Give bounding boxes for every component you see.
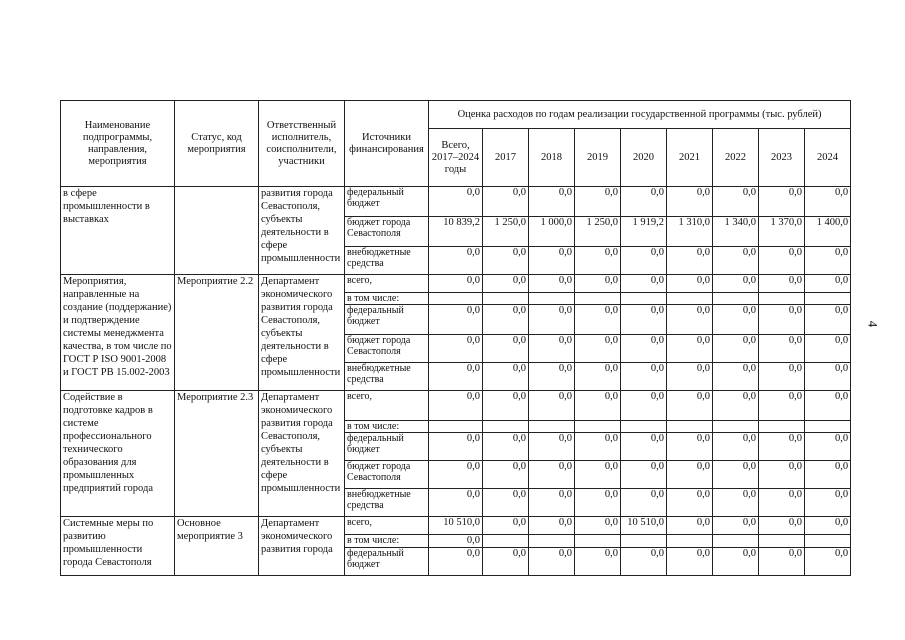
document-sheet bbox=[60, 100, 851, 576]
funding-source: в том числе: bbox=[345, 421, 429, 433]
funding-source: бюджет города Севастополя bbox=[345, 461, 429, 489]
amount-year: 0,0 bbox=[713, 548, 759, 576]
amount-year bbox=[621, 421, 667, 433]
amount-year: 0,0 bbox=[529, 187, 575, 217]
amount-year: 0,0 bbox=[483, 187, 529, 217]
amount-year: 0,0 bbox=[713, 247, 759, 275]
amount-year: 0,0 bbox=[575, 305, 621, 335]
amount-year: 0,0 bbox=[667, 247, 713, 275]
amount-year bbox=[759, 293, 805, 305]
amount-year: 0,0 bbox=[667, 275, 713, 293]
amount-year: 0,0 bbox=[529, 275, 575, 293]
amount-year: 0,0 bbox=[621, 305, 667, 335]
header-year: 2022 bbox=[713, 129, 759, 187]
amount-year: 0,0 bbox=[667, 187, 713, 217]
amount-year: 0,0 bbox=[483, 461, 529, 489]
group-name: в сфере промышленности в выставках bbox=[61, 187, 175, 275]
amount-year bbox=[575, 421, 621, 433]
amount-year: 0,0 bbox=[805, 275, 851, 293]
amount-year: 0,0 bbox=[529, 433, 575, 461]
amount-year: 0,0 bbox=[713, 363, 759, 391]
amount-total: 0,0 bbox=[429, 187, 483, 217]
header-year: 2020 bbox=[621, 129, 667, 187]
amount-year bbox=[529, 535, 575, 548]
funding-source: всего, bbox=[345, 517, 429, 535]
amount-total: 0,0 bbox=[429, 548, 483, 576]
amount-year: 0,0 bbox=[667, 489, 713, 517]
amount-year: 1 310,0 bbox=[667, 217, 713, 247]
amount-year: 0,0 bbox=[713, 187, 759, 217]
amount-year: 0,0 bbox=[667, 335, 713, 363]
amount-year: 0,0 bbox=[529, 461, 575, 489]
funding-source: внебюджетные средства bbox=[345, 489, 429, 517]
amount-year: 0,0 bbox=[621, 363, 667, 391]
funding-source: внебюджетные средства bbox=[345, 247, 429, 275]
group-executor: Департамент экономического развития города Севастополя, субъекты деятельности в сфере промышленности bbox=[259, 391, 345, 517]
amount-total: 0,0 bbox=[429, 391, 483, 421]
amount-year bbox=[759, 535, 805, 548]
amount-total: 0,0 bbox=[429, 363, 483, 391]
header-executor: Ответственный исполнитель, соисполнители, участники bbox=[259, 101, 345, 187]
table-row bbox=[61, 517, 851, 535]
amount-year: 0,0 bbox=[667, 517, 713, 535]
amount-year: 0,0 bbox=[713, 433, 759, 461]
amount-total: 0,0 bbox=[429, 275, 483, 293]
funding-source: внебюджетные средства bbox=[345, 363, 429, 391]
amount-year: 1 370,0 bbox=[759, 217, 805, 247]
amount-year: 0,0 bbox=[759, 275, 805, 293]
header-sources: Источники финансирования bbox=[345, 101, 429, 187]
amount-year: 0,0 bbox=[575, 548, 621, 576]
amount-year: 0,0 bbox=[483, 335, 529, 363]
group-status bbox=[175, 187, 259, 275]
amount-year: 0,0 bbox=[805, 305, 851, 335]
group-status: Мероприятие 2.2 bbox=[175, 275, 259, 391]
amount-total: 0,0 bbox=[429, 305, 483, 335]
amount-year: 0,0 bbox=[667, 305, 713, 335]
amount-total: 0,0 bbox=[429, 535, 483, 548]
amount-year bbox=[483, 421, 529, 433]
amount-year: 0,0 bbox=[575, 433, 621, 461]
amount-year: 0,0 bbox=[621, 275, 667, 293]
amount-year: 0,0 bbox=[483, 275, 529, 293]
amount-year: 0,0 bbox=[805, 187, 851, 217]
amount-total bbox=[429, 293, 483, 305]
amount-year: 0,0 bbox=[483, 433, 529, 461]
amount-year: 1 340,0 bbox=[713, 217, 759, 247]
amount-year bbox=[529, 421, 575, 433]
amount-year: 0,0 bbox=[805, 363, 851, 391]
amount-year bbox=[575, 535, 621, 548]
header-name: Наименование подпрограммы, направления, мероприятия bbox=[61, 101, 175, 187]
table-row bbox=[61, 275, 851, 293]
amount-year: 0,0 bbox=[483, 363, 529, 391]
group-name: Мероприятия, направленные на создание (поддержание) и подтверждение системы менеджмента качества, в том числе по ГОСТ Р ISO 9001-2008 и ГОСТ РВ 15.002-2003 bbox=[61, 275, 175, 391]
amount-year: 0,0 bbox=[667, 433, 713, 461]
amount-year bbox=[667, 535, 713, 548]
amount-year: 1 250,0 bbox=[575, 217, 621, 247]
funding-source: федеральный бюджет bbox=[345, 548, 429, 576]
amount-year: 10 510,0 bbox=[621, 517, 667, 535]
amount-year: 0,0 bbox=[575, 489, 621, 517]
header-year: 2021 bbox=[667, 129, 713, 187]
amount-year: 0,0 bbox=[575, 461, 621, 489]
group-name: Системные меры по развитию промышленности города Севастополя bbox=[61, 517, 175, 576]
amount-year: 0,0 bbox=[805, 548, 851, 576]
amount-total: 0,0 bbox=[429, 489, 483, 517]
group-status: Мероприятие 2.3 bbox=[175, 391, 259, 517]
funding-source: всего, bbox=[345, 391, 429, 421]
amount-year: 0,0 bbox=[759, 391, 805, 421]
amount-year: 0,0 bbox=[621, 391, 667, 421]
header-year: 2023 bbox=[759, 129, 805, 187]
amount-year bbox=[713, 293, 759, 305]
amount-year: 0,0 bbox=[529, 489, 575, 517]
amount-year bbox=[529, 293, 575, 305]
amount-year: 0,0 bbox=[759, 247, 805, 275]
amount-year: 0,0 bbox=[759, 489, 805, 517]
amount-year: 0,0 bbox=[575, 363, 621, 391]
funding-source: в том числе: bbox=[345, 535, 429, 548]
amount-year bbox=[667, 421, 713, 433]
amount-year: 0,0 bbox=[483, 548, 529, 576]
amount-year: 0,0 bbox=[621, 247, 667, 275]
group-executor: Департамент экономического развития города Севастополя, субъекты деятельности в сфере промышленности bbox=[259, 275, 345, 391]
amount-year: 0,0 bbox=[805, 247, 851, 275]
amount-year: 0,0 bbox=[759, 433, 805, 461]
amount-year: 0,0 bbox=[759, 305, 805, 335]
amount-year: 0,0 bbox=[483, 247, 529, 275]
header-year: 2024 bbox=[805, 129, 851, 187]
amount-year: 1 919,2 bbox=[621, 217, 667, 247]
amount-year: 0,0 bbox=[667, 461, 713, 489]
amount-year: 0,0 bbox=[529, 517, 575, 535]
funding-source: бюджет города Севастополя bbox=[345, 335, 429, 363]
amount-year bbox=[713, 421, 759, 433]
amount-year bbox=[805, 535, 851, 548]
header-year: 2017 bbox=[483, 129, 529, 187]
amount-year: 0,0 bbox=[575, 517, 621, 535]
amount-year: 0,0 bbox=[483, 391, 529, 421]
group-executor: развития города Севастополя, субъекты деятельности в сфере промышленности bbox=[259, 187, 345, 275]
amount-year: 0,0 bbox=[529, 335, 575, 363]
amount-year bbox=[713, 535, 759, 548]
amount-year: 0,0 bbox=[805, 461, 851, 489]
budget-table bbox=[60, 100, 851, 576]
funding-source: бюджет города Севастополя bbox=[345, 217, 429, 247]
amount-total: 10 510,0 bbox=[429, 517, 483, 535]
amount-year: 0,0 bbox=[483, 517, 529, 535]
group-name: Содействие в подготовке кадров в системе профессионального технического образования для промышленных предприятий города bbox=[61, 391, 175, 517]
amount-year: 0,0 bbox=[667, 363, 713, 391]
amount-year: 0,0 bbox=[529, 548, 575, 576]
amount-year: 0,0 bbox=[713, 275, 759, 293]
funding-source: федеральный бюджет bbox=[345, 433, 429, 461]
amount-year: 0,0 bbox=[805, 391, 851, 421]
amount-total: 0,0 bbox=[429, 247, 483, 275]
amount-year: 0,0 bbox=[805, 489, 851, 517]
amount-year: 0,0 bbox=[759, 517, 805, 535]
group-status: Основное мероприятие 3 bbox=[175, 517, 259, 576]
amount-year: 0,0 bbox=[667, 391, 713, 421]
amount-year: 0,0 bbox=[621, 548, 667, 576]
amount-year: 0,0 bbox=[575, 275, 621, 293]
amount-year: 0,0 bbox=[759, 335, 805, 363]
amount-year: 0,0 bbox=[805, 335, 851, 363]
amount-year: 0,0 bbox=[759, 363, 805, 391]
amount-year: 0,0 bbox=[529, 363, 575, 391]
amount-year: 0,0 bbox=[713, 517, 759, 535]
amount-year bbox=[667, 293, 713, 305]
table-row bbox=[61, 391, 851, 421]
amount-year: 0,0 bbox=[713, 305, 759, 335]
amount-year bbox=[805, 421, 851, 433]
amount-year: 0,0 bbox=[575, 247, 621, 275]
amount-year: 1 000,0 bbox=[529, 217, 575, 247]
amount-year: 0,0 bbox=[713, 335, 759, 363]
amount-year: 0,0 bbox=[713, 391, 759, 421]
funding-source: в том числе: bbox=[345, 293, 429, 305]
amount-year: 0,0 bbox=[759, 187, 805, 217]
amount-year: 0,0 bbox=[621, 461, 667, 489]
amount-year: 0,0 bbox=[483, 489, 529, 517]
amount-total: 0,0 bbox=[429, 461, 483, 489]
funding-source: федеральный бюджет bbox=[345, 305, 429, 335]
amount-year bbox=[621, 535, 667, 548]
amount-year: 0,0 bbox=[667, 548, 713, 576]
amount-year: 0,0 bbox=[529, 391, 575, 421]
funding-source: федеральный бюджет bbox=[345, 187, 429, 217]
amount-total: 0,0 bbox=[429, 433, 483, 461]
amount-year: 1 400,0 bbox=[805, 217, 851, 247]
amount-total: 0,0 bbox=[429, 335, 483, 363]
amount-total bbox=[429, 421, 483, 433]
group-executor: Департамент экономического развития города bbox=[259, 517, 345, 576]
amount-year: 0,0 bbox=[621, 489, 667, 517]
amount-year bbox=[759, 421, 805, 433]
amount-year: 0,0 bbox=[529, 305, 575, 335]
amount-year: 0,0 bbox=[575, 187, 621, 217]
amount-year: 0,0 bbox=[759, 461, 805, 489]
amount-year bbox=[483, 535, 529, 548]
header-status: Статус, код мероприятия bbox=[175, 101, 259, 187]
amount-year: 0,0 bbox=[805, 517, 851, 535]
header-year: 2019 bbox=[575, 129, 621, 187]
header-total: Всего, 2017–2024 годы bbox=[429, 129, 483, 187]
amount-year: 0,0 bbox=[713, 461, 759, 489]
amount-year: 0,0 bbox=[621, 335, 667, 363]
amount-year: 0,0 bbox=[575, 391, 621, 421]
header-year: 2018 bbox=[529, 129, 575, 187]
funding-source: всего, bbox=[345, 275, 429, 293]
amount-year: 0,0 bbox=[529, 247, 575, 275]
amount-year: 0,0 bbox=[483, 305, 529, 335]
amount-year bbox=[621, 293, 667, 305]
table-body bbox=[61, 187, 851, 576]
table-row bbox=[61, 187, 851, 217]
amount-year: 0,0 bbox=[805, 433, 851, 461]
page-number: 4 bbox=[865, 320, 881, 328]
amount-year bbox=[483, 293, 529, 305]
amount-year: 0,0 bbox=[621, 187, 667, 217]
amount-year: 0,0 bbox=[759, 548, 805, 576]
amount-year: 0,0 bbox=[575, 335, 621, 363]
amount-year: 0,0 bbox=[713, 489, 759, 517]
amount-total: 10 839,2 bbox=[429, 217, 483, 247]
amount-year: 1 250,0 bbox=[483, 217, 529, 247]
amount-year: 0,0 bbox=[621, 433, 667, 461]
amount-year bbox=[805, 293, 851, 305]
header-estimate: Оценка расходов по годам реализации государственной программы (тыс. рублей) bbox=[429, 101, 851, 129]
amount-year bbox=[575, 293, 621, 305]
